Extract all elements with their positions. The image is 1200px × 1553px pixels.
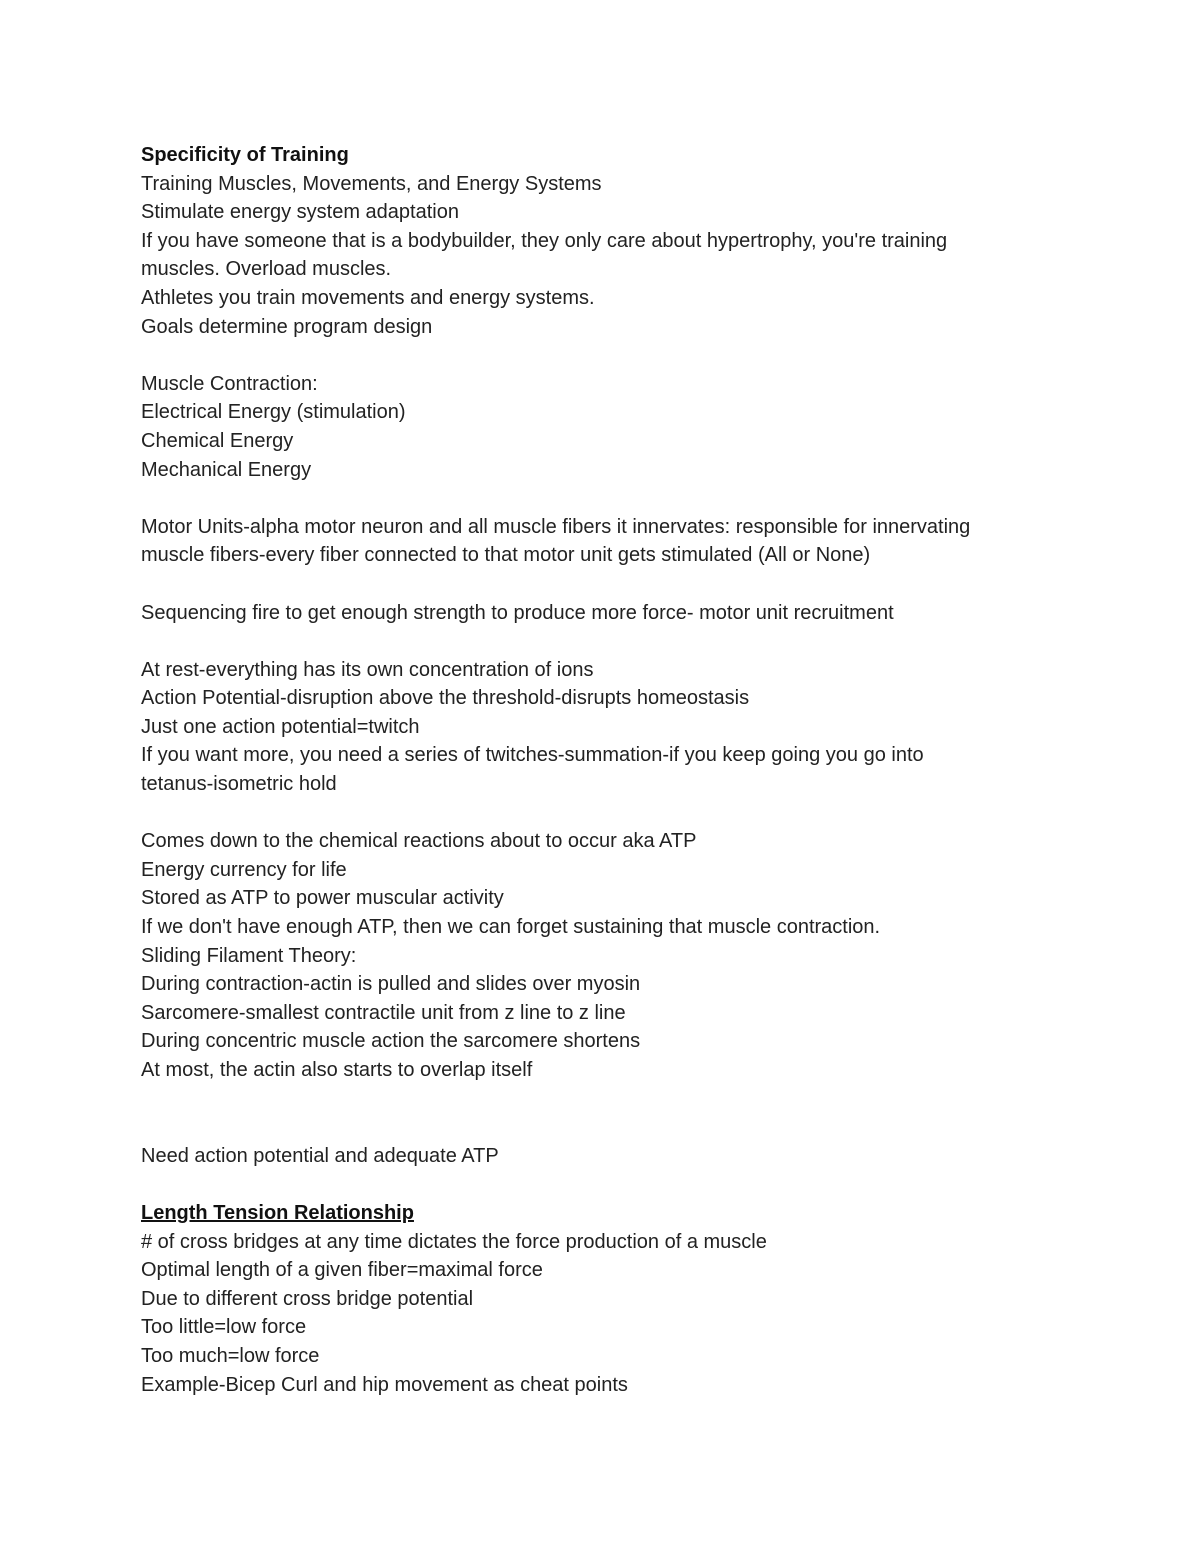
text-line: During concentric muscle action the sarcomere shortens	[141, 1030, 641, 1053]
blank-line	[141, 341, 1061, 370]
text-line: If you have someone that is a bodybuilder, they only care about hypertrophy, you're training	[141, 229, 948, 252]
section-need	[141, 1142, 1061, 1171]
text-line: Sarcomere-smallest contractile unit from z line to z line	[141, 1001, 626, 1024]
text-line: Goals determine program design	[141, 315, 433, 338]
section-muscle-contraction	[141, 370, 1061, 484]
text-line: If you want more, you need a series of twitches-summation-if you keep going you go into	[141, 744, 924, 767]
section-atp	[141, 827, 1061, 1084]
text-line: tetanus-isometric hold	[141, 773, 337, 796]
document-page	[141, 141, 1061, 1399]
text-line: Mechanical Energy	[141, 458, 312, 481]
text-line: Just one action potential=twitch	[141, 715, 420, 738]
text-line: Too much=low force	[141, 1344, 320, 1367]
blank-line	[141, 570, 1061, 599]
text-line: muscles. Overload muscles.	[141, 258, 392, 281]
section-sequencing	[141, 599, 1061, 628]
text-line: Electrical Energy (stimulation)	[141, 401, 406, 424]
text-line: Too little=low force	[141, 1316, 307, 1339]
blank-line	[141, 1113, 1061, 1142]
text-line: Comes down to the chemical reactions about to occur aka ATP	[141, 830, 697, 853]
text-line: If we don't have enough ATP, then we can forget sustaining that muscle contraction.	[141, 916, 881, 939]
section-action-potential	[141, 656, 1061, 799]
text-line: muscle fibers-every fiber connected to that motor unit gets stimulated (All or None)	[141, 544, 871, 567]
text-line: At most, the actin also starts to overlap itself	[141, 1059, 533, 1081]
blank-line	[141, 484, 1061, 513]
blank-line	[141, 627, 1061, 656]
blank-line	[141, 1170, 1061, 1199]
text-line: Sequencing fire to get enough strength to produce more force- motor unit recruitment	[141, 601, 894, 624]
text-line: During contraction-actin is pulled and slides over myosin	[141, 973, 641, 996]
text-line: Sliding Filament Theory:	[141, 944, 357, 967]
text-line: Muscle Contraction:	[141, 372, 318, 395]
text-line: At rest-everything has its own concentration of ions	[141, 658, 594, 681]
text-line: Action Potential-disruption above the threshold-disrupts homeostasis	[141, 687, 750, 710]
text-line: Stored as ATP to power muscular activity	[141, 887, 504, 910]
text-line: Due to different cross bridge potential	[141, 1287, 474, 1310]
blank-line	[141, 799, 1061, 828]
section-length-tension-relationship	[141, 1199, 1061, 1399]
text-line: Optimal length of a given fiber=maximal force	[141, 1259, 543, 1282]
text-line: Example-Bicep Curl and hip movement as cheat points	[141, 1373, 628, 1396]
text-line: Motor Units-alpha motor neuron and all muscle fibers it innervates: responsible for innervating	[141, 515, 971, 538]
heading-length-tension-relationship: Length Tension Relationship	[141, 1201, 414, 1224]
text-line: Athletes you train movements and energy systems.	[141, 286, 595, 309]
blank-line	[141, 1085, 1061, 1114]
heading-specificity-of-training: Specificity of Training	[141, 144, 349, 166]
text-line: Energy currency for life	[141, 858, 347, 881]
section-specificity-of-training	[141, 141, 1061, 341]
section-motor-units	[141, 513, 1061, 570]
text-line: Need action potential and adequate ATP	[141, 1144, 499, 1167]
text-line: Training Muscles, Movements, and Energy Systems	[141, 172, 602, 195]
text-line: # of cross bridges at any time dictates the force production of a muscle	[141, 1230, 767, 1253]
text-line: Stimulate energy system adaptation	[141, 201, 459, 224]
text-line: Chemical Energy	[141, 429, 294, 452]
